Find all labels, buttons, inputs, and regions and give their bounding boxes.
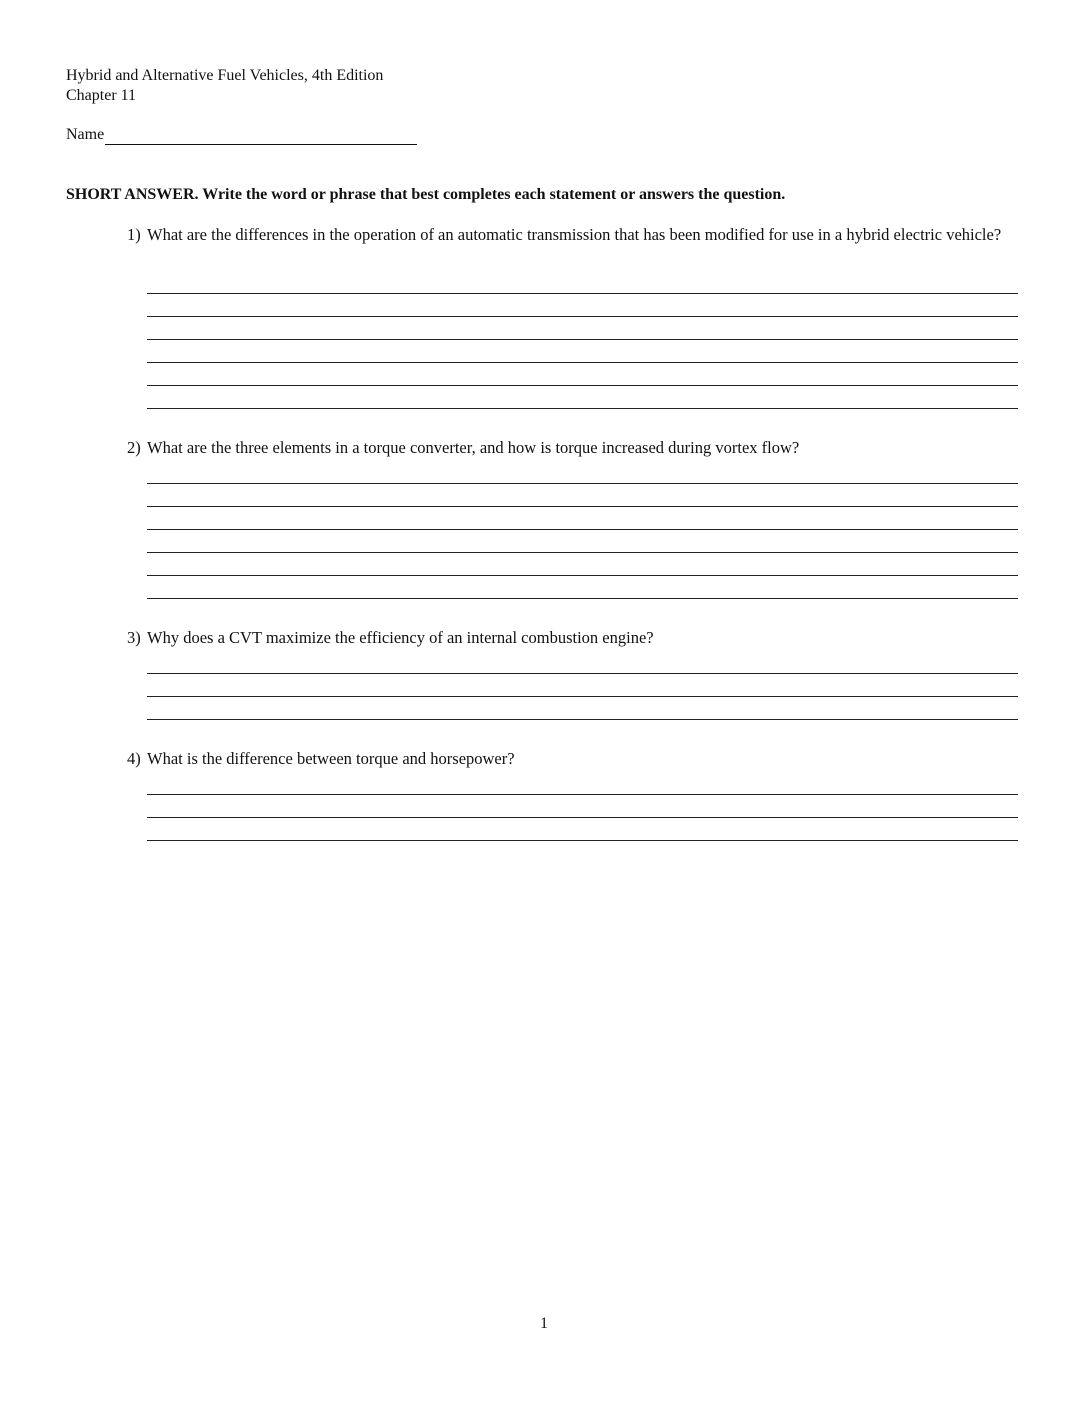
question-text: What is the difference between torque and horsepower? (147, 749, 515, 768)
name-field-line[interactable] (105, 124, 417, 145)
answer-line[interactable] (147, 794, 1018, 795)
chapter-label: Chapter 11 (66, 87, 137, 104)
answer-line[interactable] (147, 529, 1018, 530)
question-3 (127, 627, 1007, 649)
question-text: What are the differences in the operation of an automatic transmission that has been modified for use in a hybrid electric vehicle? (147, 225, 1002, 244)
answer-line[interactable] (147, 719, 1018, 720)
answer-line[interactable] (147, 362, 1018, 363)
name-row (66, 124, 417, 145)
answer-line[interactable] (147, 598, 1018, 599)
answer-line[interactable] (147, 575, 1018, 576)
answer-line[interactable] (147, 673, 1018, 674)
section-instructions: SHORT ANSWER. Write the word or phrase that best completes each statement or answers the question. (66, 186, 786, 203)
answer-line[interactable] (147, 385, 1018, 386)
answer-line[interactable] (147, 293, 1018, 294)
question-text: What are the three elements in a torque converter, and how is torque increased during vortex flow? (147, 438, 800, 457)
answer-line[interactable] (147, 506, 1018, 507)
answer-line[interactable] (147, 316, 1018, 317)
document-title: Hybrid and Alternative Fuel Vehicles, 4th Edition (66, 67, 384, 84)
question-text: Why does a CVT maximize the efficiency of an internal combustion engine? (147, 628, 654, 647)
answer-line[interactable] (147, 408, 1018, 409)
answer-line[interactable] (147, 552, 1018, 553)
question-number: 3) (127, 628, 141, 647)
answer-line[interactable] (147, 817, 1018, 818)
question-2 (127, 437, 1007, 459)
question-1 (127, 224, 1007, 246)
answer-line[interactable] (147, 339, 1018, 340)
answer-line[interactable] (147, 840, 1018, 841)
answer-line[interactable] (147, 483, 1018, 484)
answer-line[interactable] (147, 696, 1018, 697)
question-number: 2) (127, 438, 141, 457)
name-label: Name (66, 126, 105, 143)
question-number: 4) (127, 749, 141, 768)
question-4 (127, 748, 1007, 770)
page-number: 1 (540, 1315, 548, 1332)
question-number: 1) (127, 225, 141, 244)
